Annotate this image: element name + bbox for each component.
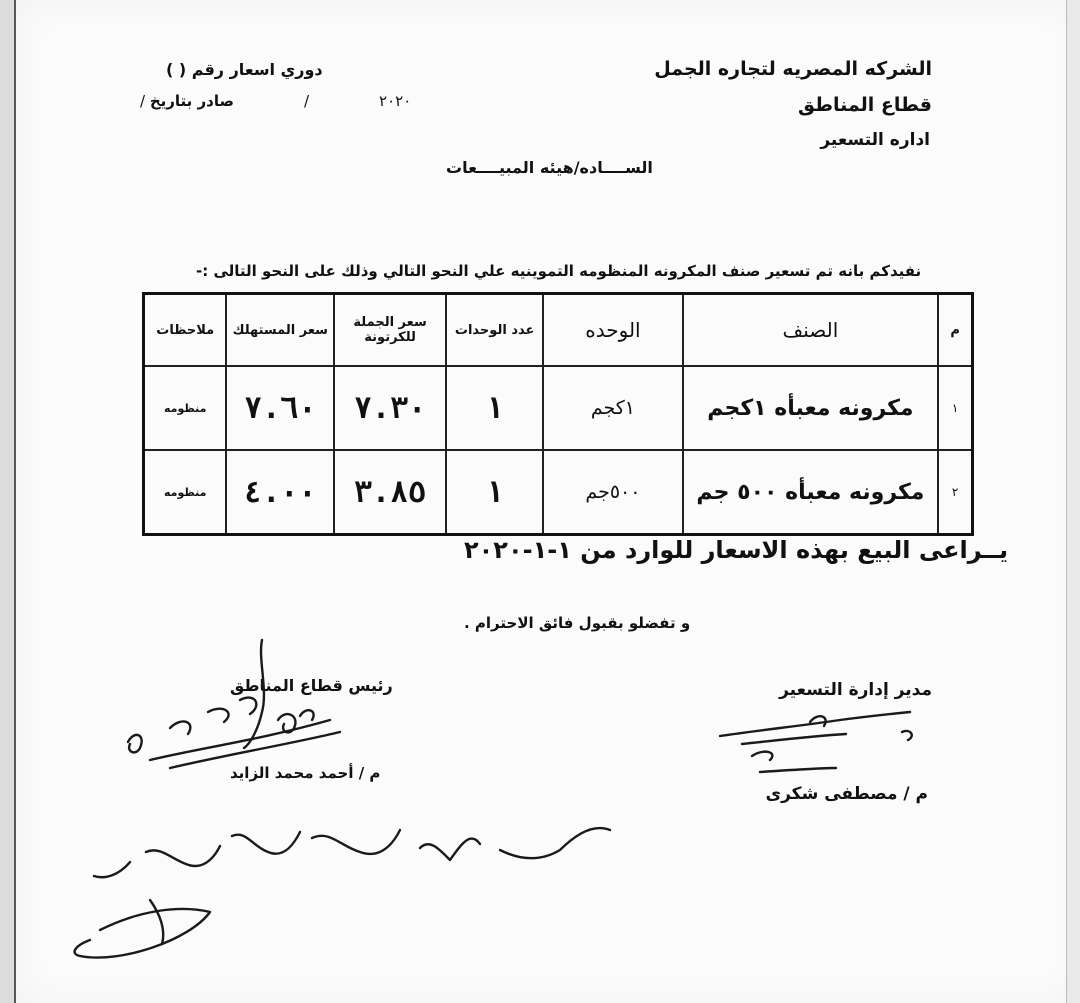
recipient-line: الســــاده/هيئه المبيــــعات	[446, 158, 653, 177]
intro-text: نفيدكم بانه تم تسعير صنف المكرونه المنظومه التموينيه علي النحو التالي وذلك على النحو التالى :-	[196, 262, 922, 280]
header-index: م	[938, 294, 972, 367]
left-signatory-title: رئيس قطاع المناطق	[230, 676, 393, 695]
department-name: اداره التسعير	[820, 130, 930, 150]
left-signature-icon	[128, 640, 340, 768]
right-signatory-title: مدير إدارة التسعير	[779, 680, 932, 700]
issue-year: / ٢٠٢٠	[140, 92, 412, 110]
cell-consumer: ٧.٦٠	[226, 366, 334, 450]
closing-regards: و تفضلو بقبول فائق الاحترام .	[464, 614, 691, 632]
header-consumer: سعر المستهلك	[226, 294, 334, 367]
cell-wholesale: ٣.٨٥	[334, 450, 446, 535]
header-notes: ملاحظات	[144, 294, 227, 367]
issue-slash: /	[303, 92, 310, 110]
header-item: الصنف	[683, 294, 939, 367]
cell-wholesale: ٧.٣٠	[334, 366, 446, 450]
cell-unit-count: ١	[446, 366, 543, 450]
cell-notes: منظومه	[144, 366, 227, 450]
right-signature-icon	[720, 712, 912, 772]
cell-unit: ٥٠٠جم	[543, 450, 682, 535]
sector-name: قطاع المناطق	[798, 94, 932, 116]
cell-notes: منظومه	[144, 450, 227, 535]
header-unit: الوحده	[543, 294, 682, 367]
header-unit-count: عدد الوحدات	[446, 294, 543, 367]
cell-item: مكرونه معبأه ١كجم	[683, 366, 939, 450]
right-signatory-name: م / مصطفى شكرى	[765, 784, 928, 804]
company-name: الشركه المصريه لتجاره الجمل	[654, 58, 932, 80]
cell-consumer: ٤.٠٠	[226, 450, 334, 535]
cell-index: ١	[938, 366, 972, 450]
issue-date-label: صادر بتاريخ	[149, 92, 234, 110]
header-wholesale: سعر الجملة للكرتونة	[334, 294, 446, 367]
cell-unit-count: ١	[446, 450, 543, 535]
cell-unit: ١كجم	[543, 366, 682, 450]
periodical-number: دوري اسعار رقم ( )	[166, 60, 323, 79]
pricing-note: يــراعى البيع بهذه الاسعار للوارد من ١-١-٢٠٢٠	[464, 536, 1009, 564]
cell-index: ٢	[938, 450, 972, 535]
cell-item: مكرونه معبأه ٥٠٠ جم	[683, 450, 939, 535]
bottom-handwritten-note-icon	[75, 828, 610, 958]
left-signatory-name: م / أحمد محمد الزايد	[230, 764, 381, 782]
